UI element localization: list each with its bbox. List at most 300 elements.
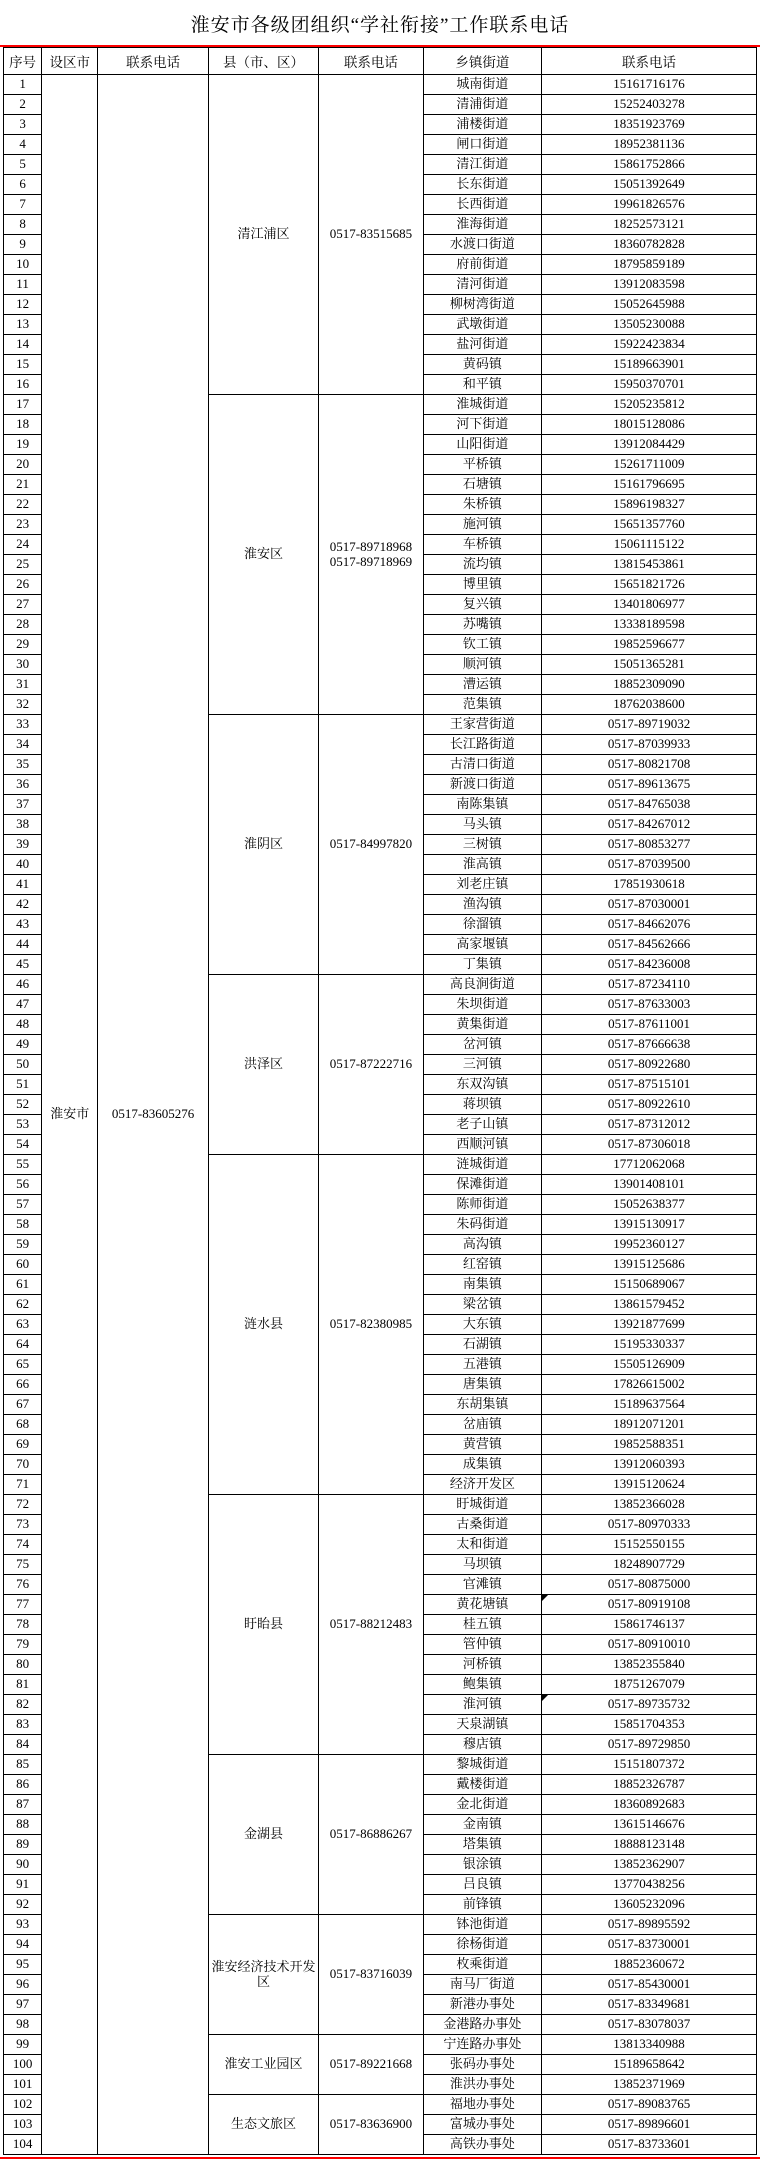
town-name-cell: 流均镇 [423,555,541,575]
town-name-cell: 武墩街道 [423,315,541,335]
row-number-cell: 36 [4,775,42,795]
row-number-cell: 93 [4,1915,42,1935]
cell-comment-marker [542,1695,548,1701]
county-phone-line: 0517-89718969 [329,553,413,569]
town-name-cell: 管仲镇 [423,1635,541,1655]
town-name-cell: 山阳街道 [423,435,541,455]
town-name-cell: 范集镇 [423,695,541,715]
row-number-cell: 95 [4,1955,42,1975]
county-phone-cell [319,1495,423,1755]
town-name-cell: 徐杨街道 [423,1935,541,1955]
row-number-cell: 64 [4,1335,42,1355]
county-phone-cell [319,715,423,975]
row-number-cell: 26 [4,575,42,595]
town-phone-cell: 15189637564 [542,1395,757,1415]
row-number-cell: 104 [4,2135,42,2155]
town-phone-cell: 13770438256 [542,1875,757,1895]
row-number-cell: 47 [4,995,42,1015]
town-phone-cell: 17826615002 [542,1375,757,1395]
town-phone-cell: 18852326787 [542,1775,757,1795]
town-phone-cell: 0517-87633003 [542,995,757,1015]
town-name-cell: 徐溜镇 [423,915,541,935]
town-name-cell: 丁集镇 [423,955,541,975]
county-name-cell: 淮安经济技术开发区 [208,1915,318,2035]
row-number-cell: 87 [4,1795,42,1815]
row-number-cell: 76 [4,1575,42,1595]
row-number-cell: 29 [4,635,42,655]
town-phone-cell: 13912084429 [542,435,757,455]
county-name-cell: 生态文旅区 [208,2095,318,2155]
row-number-cell: 4 [4,135,42,155]
town-phone-cell: 15152550155 [542,1535,757,1555]
town-name-cell: 钵池街道 [423,1915,541,1935]
row-number-cell: 24 [4,535,42,555]
row-number-cell: 49 [4,1035,42,1055]
row-number-cell: 14 [4,335,42,355]
row-number-cell: 102 [4,2095,42,2115]
row-number-cell: 63 [4,1315,42,1335]
town-name-cell: 宁连路办事处 [423,2035,541,2055]
row-number-cell: 56 [4,1175,42,1195]
row-number-cell: 103 [4,2115,42,2135]
town-phone-cell: 0517-84267012 [542,815,757,835]
town-phone-cell: 15261711009 [542,455,757,475]
town-phone-cell: 18751267079 [542,1675,757,1695]
town-phone-cell: 15189658642 [542,2055,757,2075]
county-phone-line: 0517-83716039 [329,1966,413,1982]
row-number-cell: 88 [4,1815,42,1835]
town-name-cell: 朱坝街道 [423,995,541,1015]
county-name-cell: 淮安区 [208,395,318,715]
row-number-cell: 84 [4,1735,42,1755]
county-phone-line: 0517-89221668 [329,2056,413,2072]
town-name-cell: 淮城街道 [423,395,541,415]
town-name-cell: 车桥镇 [423,535,541,555]
row-number-cell: 59 [4,1235,42,1255]
town-phone-cell: 17712062068 [542,1155,757,1175]
row-number-cell: 69 [4,1435,42,1455]
town-phone-cell: 0517-87515101 [542,1075,757,1095]
town-phone-cell: 0517-83078037 [542,2015,757,2035]
town-name-cell: 老子山镇 [423,1115,541,1135]
town-name-cell: 五港镇 [423,1355,541,1375]
row-number-cell: 58 [4,1215,42,1235]
town-phone-cell: 0517-80970333 [542,1515,757,1535]
row-number-cell: 70 [4,1455,42,1475]
town-name-cell: 淮海街道 [423,215,541,235]
town-name-cell: 高沟镇 [423,1235,541,1255]
row-number-cell: 19 [4,435,42,455]
town-name-cell: 盐河街道 [423,335,541,355]
town-name-cell: 高良涧街道 [423,975,541,995]
row-number-cell: 71 [4,1475,42,1495]
row-number-cell: 13 [4,315,42,335]
row-number-cell: 45 [4,955,42,975]
town-phone-cell: 17851930618 [542,875,757,895]
row-number-cell: 80 [4,1655,42,1675]
town-name-cell: 穆店镇 [423,1735,541,1755]
city-name-cell: 淮安市 [42,75,98,2155]
town-phone-cell: 0517-80821708 [542,755,757,775]
row-number-cell: 30 [4,655,42,675]
town-name-cell: 南马厂街道 [423,1975,541,1995]
town-name-cell: 戴楼街道 [423,1775,541,1795]
column-header-county-phone: 联系电话 [319,48,423,75]
row-number-cell: 65 [4,1355,42,1375]
row-number-cell: 33 [4,715,42,735]
town-phone-cell: 0517-87039933 [542,735,757,755]
town-phone-cell: 0517-85430001 [542,1975,757,1995]
town-name-cell: 刘老庄镇 [423,875,541,895]
town-name-cell: 成集镇 [423,1455,541,1475]
row-number-cell: 61 [4,1275,42,1295]
town-name-cell: 金北街道 [423,1795,541,1815]
town-name-cell: 顺河镇 [423,655,541,675]
town-phone-cell: 18351923769 [542,115,757,135]
row-number-cell: 8 [4,215,42,235]
row-number-cell: 77 [4,1595,42,1615]
town-name-cell: 古清口街道 [423,755,541,775]
town-phone-cell: 0517-87039500 [542,855,757,875]
row-number-cell: 51 [4,1075,42,1095]
town-name-cell: 淮高镇 [423,855,541,875]
town-name-cell: 福地办事处 [423,2095,541,2115]
town-name-cell: 长西街道 [423,195,541,215]
town-phone-cell: 0517-87666638 [542,1035,757,1055]
town-phone-cell: 0517-80922680 [542,1055,757,1075]
town-phone-cell: 13915120624 [542,1475,757,1495]
row-number-cell: 1 [4,75,42,95]
town-phone-cell: 0517-89083765 [542,2095,757,2115]
row-number-cell: 44 [4,935,42,955]
town-name-cell: 和平镇 [423,375,541,395]
town-name-cell: 前锋镇 [423,1895,541,1915]
town-phone-cell: 13815453861 [542,555,757,575]
row-number-cell: 78 [4,1615,42,1635]
town-name-cell: 涟城街道 [423,1155,541,1175]
town-phone-cell: 18912071201 [542,1415,757,1435]
row-number-cell: 25 [4,555,42,575]
row-number-cell: 37 [4,795,42,815]
town-phone-cell: 0517-80919108 [542,1595,757,1615]
town-name-cell: 富城办事处 [423,2115,541,2135]
row-number-cell: 74 [4,1535,42,1555]
row-number-cell: 17 [4,395,42,415]
town-name-cell: 官滩镇 [423,1575,541,1595]
town-name-cell: 蒋坝镇 [423,1095,541,1115]
town-phone-cell: 0517-80853277 [542,835,757,855]
town-phone-cell: 15051392649 [542,175,757,195]
town-name-cell: 三河镇 [423,1055,541,1075]
row-number-cell: 82 [4,1695,42,1715]
row-number-cell: 23 [4,515,42,535]
county-phone-line: 0517-89718968 [329,539,413,555]
county-phone-cell [319,395,423,715]
town-name-cell: 岔河镇 [423,1035,541,1055]
town-name-cell: 河下街道 [423,415,541,435]
town-name-cell: 塔集镇 [423,1835,541,1855]
town-phone-cell: 18852360672 [542,1955,757,1975]
town-phone-cell: 15052638377 [542,1195,757,1215]
row-number-cell: 62 [4,1295,42,1315]
town-phone-cell: 19952360127 [542,1235,757,1255]
column-header-city: 设区市 [42,48,98,75]
row-number-cell: 42 [4,895,42,915]
town-name-cell: 淮洪办事处 [423,2075,541,2095]
county-phone-cell [319,2095,423,2155]
town-phone-cell: 15950370701 [542,375,757,395]
town-name-cell: 吕良镇 [423,1875,541,1895]
town-phone-cell: 19961826576 [542,195,757,215]
county-phone-cell [319,1915,423,2035]
town-phone-cell: 18762038600 [542,695,757,715]
county-phone-line: 0517-87222716 [329,1056,413,1072]
town-phone-cell: 18252573121 [542,215,757,235]
town-name-cell: 高家堰镇 [423,935,541,955]
town-phone-cell: 18888123148 [542,1835,757,1855]
row-number-cell: 21 [4,475,42,495]
town-name-cell: 张码办事处 [423,2055,541,2075]
row-number-cell: 7 [4,195,42,215]
town-name-cell: 梁岔镇 [423,1295,541,1315]
town-phone-cell: 18360782828 [542,235,757,255]
town-name-cell: 长江路街道 [423,735,541,755]
town-phone-cell: 13813340988 [542,2035,757,2055]
town-phone-cell: 0517-89729850 [542,1735,757,1755]
town-name-cell: 朱码街道 [423,1215,541,1235]
row-number-cell: 91 [4,1875,42,1895]
row-number-cell: 5 [4,155,42,175]
county-phone-line: 0517-84997820 [329,836,413,852]
town-name-cell: 陈师街道 [423,1195,541,1215]
town-name-cell: 东双沟镇 [423,1075,541,1095]
town-name-cell: 太和街道 [423,1535,541,1555]
row-number-cell: 50 [4,1055,42,1075]
town-phone-cell: 13338189598 [542,615,757,635]
county-phone-cell [319,75,423,395]
town-name-cell: 岔庙镇 [423,1415,541,1435]
town-name-cell: 南陈集镇 [423,795,541,815]
town-phone-cell: 18795859189 [542,255,757,275]
county-phone-line: 0517-86886267 [329,1826,413,1842]
town-phone-cell: 0517-89896601 [542,2115,757,2135]
town-phone-cell: 15150689067 [542,1275,757,1295]
town-phone-cell: 19852588351 [542,1435,757,1455]
row-number-cell: 83 [4,1715,42,1735]
row-number-cell: 90 [4,1855,42,1875]
row-number-cell: 31 [4,675,42,695]
town-name-cell: 马头镇 [423,815,541,835]
row-number-cell: 35 [4,755,42,775]
table-header [4,48,757,75]
table-row [4,75,757,95]
row-number-cell: 20 [4,455,42,475]
town-name-cell: 长东街道 [423,175,541,195]
row-number-cell: 2 [4,95,42,115]
town-name-cell: 淮河镇 [423,1695,541,1715]
town-phone-cell: 13852366028 [542,1495,757,1515]
column-header-town-phone: 联系电话 [542,48,757,75]
town-name-cell: 古桑街道 [423,1515,541,1535]
town-name-cell: 西顺河镇 [423,1135,541,1155]
town-phone-cell: 13615146676 [542,1815,757,1835]
town-phone-cell: 18015128086 [542,415,757,435]
town-name-cell: 金南镇 [423,1815,541,1835]
row-number-cell: 94 [4,1935,42,1955]
row-number-cell: 55 [4,1155,42,1175]
row-number-cell: 38 [4,815,42,835]
town-name-cell: 黄营镇 [423,1435,541,1455]
town-name-cell: 经济开发区 [423,1475,541,1495]
town-name-cell: 平桥镇 [423,455,541,475]
town-phone-cell: 15651821726 [542,575,757,595]
row-number-cell: 86 [4,1775,42,1795]
town-phone-cell: 0517-89719032 [542,715,757,735]
column-header-town: 乡镇街道 [423,48,541,75]
row-number-cell: 9 [4,235,42,255]
town-name-cell: 施河镇 [423,515,541,535]
town-phone-cell: 15651357760 [542,515,757,535]
town-phone-cell: 0517-84765038 [542,795,757,815]
town-phone-cell: 15205235812 [542,395,757,415]
town-name-cell: 朱桥镇 [423,495,541,515]
town-phone-cell: 18248907729 [542,1555,757,1575]
county-phone-line: 0517-88212483 [329,1616,413,1632]
town-phone-cell: 0517-89613675 [542,775,757,795]
town-phone-cell: 0517-89895592 [542,1915,757,1935]
row-number-cell: 81 [4,1675,42,1695]
cell-comment-marker [542,1595,548,1601]
town-phone-cell: 15161716176 [542,75,757,95]
row-number-cell: 22 [4,495,42,515]
town-phone-cell: 15052645988 [542,295,757,315]
county-phone-line: 0517-83636900 [329,2116,413,2132]
row-number-cell: 12 [4,295,42,315]
contact-table [3,47,757,2155]
column-header-index: 序号 [4,48,42,75]
county-phone-cell [319,1755,423,1915]
town-phone-cell: 0517-83349681 [542,1995,757,2015]
town-phone-cell: 0517-87306018 [542,1135,757,1155]
town-phone-cell: 0517-87234110 [542,975,757,995]
town-name-cell: 苏嘴镇 [423,615,541,635]
town-phone-cell: 13861579452 [542,1295,757,1315]
town-phone-cell: 15922423834 [542,335,757,355]
town-phone-cell: 13852371969 [542,2075,757,2095]
town-name-cell: 南集镇 [423,1275,541,1295]
town-name-cell: 黄码镇 [423,355,541,375]
town-name-cell: 柳树湾街道 [423,295,541,315]
county-phone-cell [319,1155,423,1495]
town-phone-cell: 15195330337 [542,1335,757,1355]
row-number-cell: 3 [4,115,42,135]
page-title: 淮安市各级团组织“学社衔接”工作联系电话 [190,15,570,36]
town-name-cell: 清江街道 [423,155,541,175]
town-name-cell: 河桥镇 [423,1655,541,1675]
town-name-cell: 三树镇 [423,835,541,855]
town-phone-cell: 13901408101 [542,1175,757,1195]
town-phone-cell: 19852596677 [542,635,757,655]
county-name-cell: 涟水县 [208,1155,318,1495]
town-phone-cell: 13505230088 [542,315,757,335]
row-number-cell: 16 [4,375,42,395]
town-phone-cell: 0517-84236008 [542,955,757,975]
town-phone-cell: 13912060393 [542,1455,757,1475]
town-phone-cell: 0517-87611001 [542,1015,757,1035]
column-header-city-phone: 联系电话 [98,48,208,75]
row-number-cell: 85 [4,1755,42,1775]
town-name-cell: 清浦街道 [423,95,541,115]
town-phone-cell: 0517-80910010 [542,1635,757,1655]
row-number-cell: 34 [4,735,42,755]
table-body [4,75,757,2155]
town-phone-cell: 15505126909 [542,1355,757,1375]
row-number-cell: 96 [4,1975,42,1995]
town-name-cell: 黎城街道 [423,1755,541,1775]
town-phone-cell: 13852355840 [542,1655,757,1675]
row-number-cell: 41 [4,875,42,895]
row-number-cell: 10 [4,255,42,275]
column-header-county: 县（市、区） [208,48,318,75]
row-number-cell: 11 [4,275,42,295]
town-phone-cell: 15861752866 [542,155,757,175]
town-name-cell: 唐集镇 [423,1375,541,1395]
town-phone-cell: 0517-80922610 [542,1095,757,1115]
town-phone-cell: 0517-84562666 [542,935,757,955]
town-name-cell: 城南街道 [423,75,541,95]
town-phone-cell: 15051365281 [542,655,757,675]
row-number-cell: 72 [4,1495,42,1515]
row-number-cell: 66 [4,1375,42,1395]
row-number-cell: 52 [4,1095,42,1115]
row-number-cell: 43 [4,915,42,935]
county-phone-cell [319,2035,423,2095]
town-name-cell: 东胡集镇 [423,1395,541,1415]
row-number-cell: 60 [4,1255,42,1275]
row-number-cell: 89 [4,1835,42,1855]
town-phone-cell: 15896198327 [542,495,757,515]
town-name-cell: 银涂镇 [423,1855,541,1875]
town-name-cell: 府前街道 [423,255,541,275]
row-number-cell: 6 [4,175,42,195]
town-phone-cell: 15161796695 [542,475,757,495]
town-name-cell: 桂五镇 [423,1615,541,1635]
county-phone-line: 0517-82380985 [329,1316,413,1332]
town-name-cell: 新渡口街道 [423,775,541,795]
row-number-cell: 54 [4,1135,42,1155]
town-phone-cell: 0517-89735732 [542,1695,757,1715]
row-number-cell: 46 [4,975,42,995]
row-number-cell: 99 [4,2035,42,2055]
row-number-cell: 73 [4,1515,42,1535]
county-name-cell: 盱眙县 [208,1495,318,1755]
town-name-cell: 黄集街道 [423,1015,541,1035]
town-name-cell: 新港办事处 [423,1995,541,2015]
town-name-cell: 保滩街道 [423,1175,541,1195]
row-number-cell: 39 [4,835,42,855]
town-name-cell: 枚乘街道 [423,1955,541,1975]
town-name-cell: 鲍集镇 [423,1675,541,1695]
town-phone-cell: 13605232096 [542,1895,757,1915]
town-name-cell: 浦楼街道 [423,115,541,135]
town-phone-cell: 15861746137 [542,1615,757,1635]
town-name-cell: 大东镇 [423,1315,541,1335]
town-name-cell: 复兴镇 [423,595,541,615]
row-number-cell: 67 [4,1395,42,1415]
row-number-cell: 79 [4,1635,42,1655]
town-phone-cell: 13915130917 [542,1215,757,1235]
town-phone-cell: 0517-87030001 [542,895,757,915]
